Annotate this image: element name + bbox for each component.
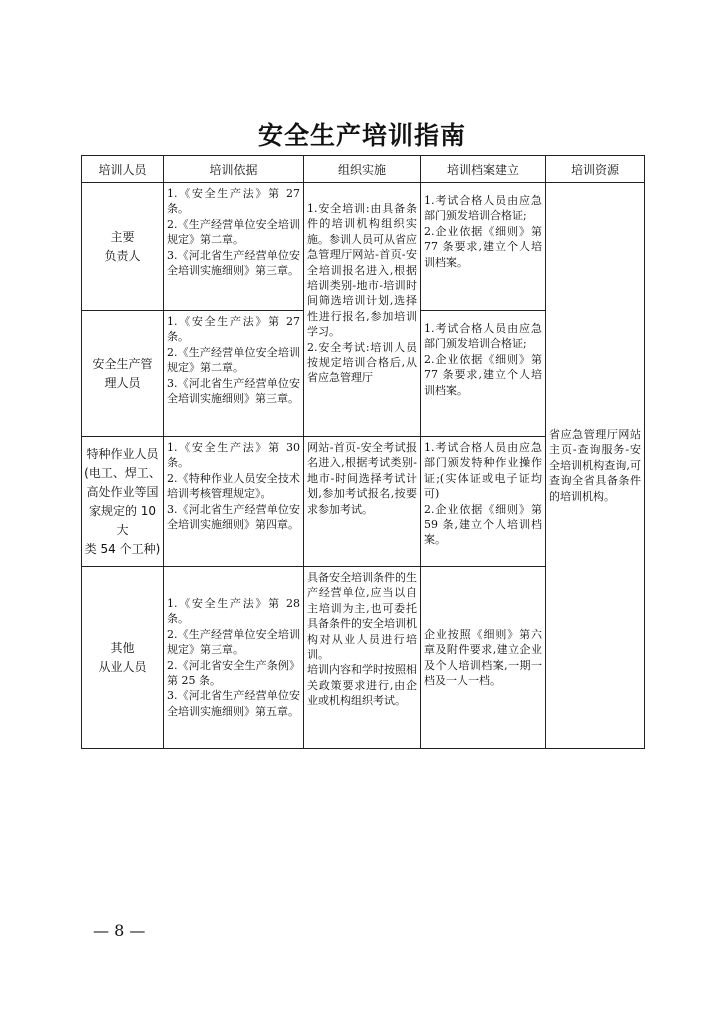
implementation-cell [304,567,421,749]
page-number: — 8 — [93,921,146,940]
basis-cell [164,311,304,437]
trainee-cell: 主要 负责人 [82,183,164,311]
basis-line: 3.《河北省生产经营单位安全培训实施细则》第四章。 [167,502,300,532]
archive-line: 1.考试合格人员由应急部门颁发培训合格证; [424,322,542,351]
basis-line: 3.《河北省生产经营单位安全培训实施细则》第三章。 [167,248,300,278]
basis-cell [164,183,304,311]
basis-line: 1.《安全生产法》第 30 条。 [167,441,300,470]
table-row [82,183,645,311]
archive-cell [421,183,546,311]
implementation-line: 2.安全考试:培训人员按规定培训合格后,从省应急管理厅 [307,340,417,385]
header-basis: 培训依据 [164,156,304,183]
archive-cell [421,311,546,437]
implementation-line: 1.安全培训:由具备条件的培训机构组织实施。参训人员可从省应急管理厅网站-首页-安全培训报名进入,根据培训类别-地市-培训时间筛选培训计划,选择性进行报名,参加培训学习。 [307,202,417,339]
trainee-cell: 安全生产管 理人员 [82,311,164,437]
basis-cell [164,567,304,749]
header-implementation: 组织实施 [304,156,421,183]
basis-line: 1.《安全生产法》第 27 条。 [167,315,300,344]
basis-line: 3.《河北省生产经营单位安全培训实施细则》第五章。 [167,689,300,718]
basis-line: 2.《河北省安全生产条例》第 25 条。 [167,658,300,687]
trainee-cell: 其他 从业人员 [82,567,164,749]
header-trainees: 培训人员 [82,156,164,183]
implementation-line: 具备安全培训条件的生产经营单位,应当以自主培训为主,也可委托具备条件的安全培训机构对从业人员进行培训。 [307,571,417,662]
basis-line: 1.《安全生产法》第 28 条。 [167,596,300,626]
basis-line: 2.《生产经营单位安全培训规定》第二章。 [167,217,300,247]
basis-line: 2.《生产经营单位安全培训规定》第三章。 [167,627,300,657]
implementation-cell-managers [304,183,421,437]
archive-line: 2.企业依据《细则》第 77 条要求,建立个人培训档案。 [424,352,542,397]
table-header-row [82,156,645,183]
training-guide-table [81,155,645,749]
basis-cell [164,437,304,567]
implementation-line: 培训内容和学时按照相关政策要求进行,由企业或机构组织考试。 [307,663,417,708]
implementation-cell [304,437,421,567]
resource-cell: 省应急管理厅网站主页-查询服务-安全培训机构查询,可查询全省具备条件的培训机构。 [546,183,645,749]
archive-line: 2.企业依据《细则》第 59 条,建立个人培训档案。 [424,502,542,547]
page-title: 安全生产培训指南 [257,121,466,150]
header-archive: 培训档案建立 [421,156,546,183]
archive-line: 1.考试合格人员由应急部门颁发培训合格证; [424,194,542,223]
archive-line: 2.企业依据《细则》第 77 条要求,建立个人培训档案。 [424,224,542,269]
basis-line: 2.《特种作业人员安全技术培训考核管理规定》。 [167,471,300,501]
basis-line: 3.《河北省生产经营单位安全培训实施细则》第三章。 [167,376,300,406]
archive-cell [421,437,546,567]
trainee-cell: 特种作业人员 (电工、焊工、 高处作业等国 家规定的 10 大 类 54 个工种) [82,437,164,567]
basis-line: 2.《生产经营单位安全培训规定》第二章。 [167,345,300,375]
header-resources: 培训资源 [546,156,645,183]
basis-line: 1.《安全生产法》第 27 条。 [167,187,300,216]
archive-line: 1.考试合格人员由应急部门颁发特种作业操作证;(实体证或电子证均可) [424,441,542,501]
archive-line: 企业按照《细则》第六章及附件要求,建立企业及个人培训档案,一期一档及一人一档。 [424,627,542,687]
implementation-line: 网站-首页-安全考试报名进入,根据考试类别-地市-时间选择考试计划,参加考试报名,按要求参加考试。 [307,441,417,516]
archive-cell [421,567,546,749]
